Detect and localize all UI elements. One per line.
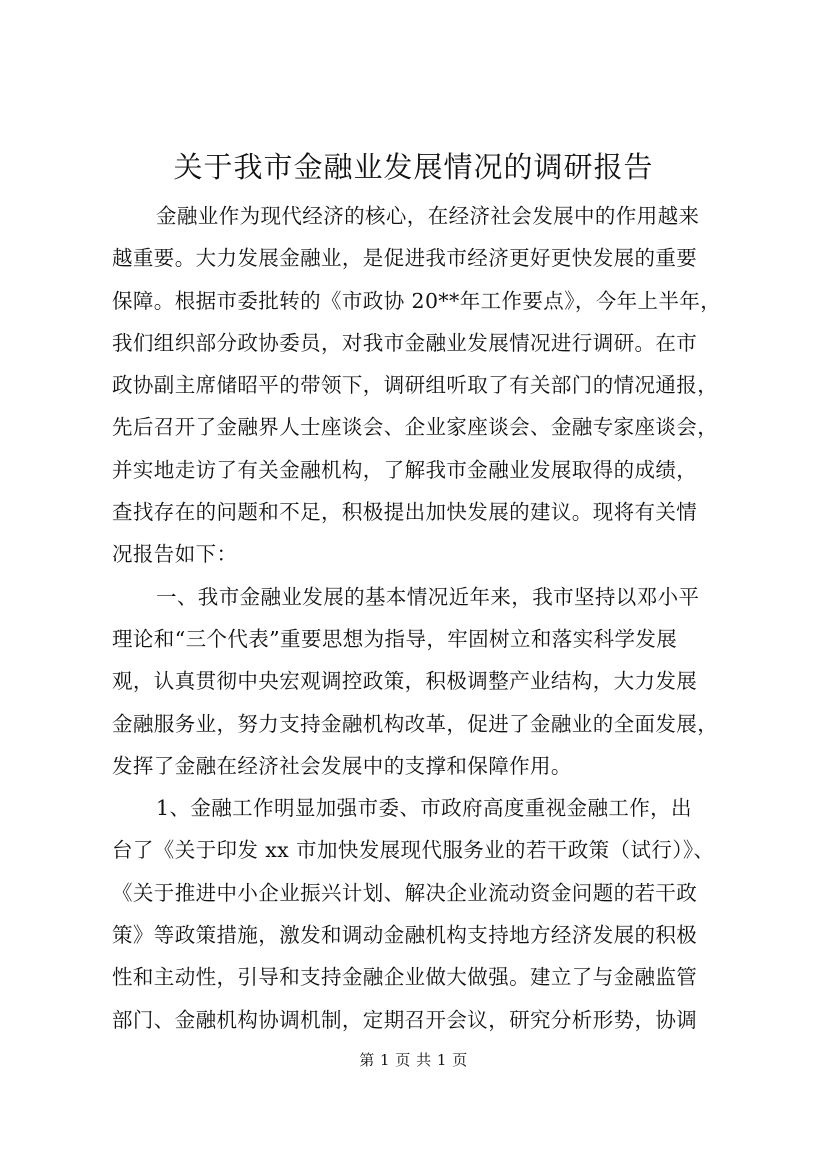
paragraph-line: 查找存在的问题和不足，积极提出加快发展的建议。现将有关情 [112,500,698,525]
paragraph-line: 况报告如下： [112,542,238,567]
paragraph-line: 策》等政策措施，激发和调动金融机构支持地方经济发展的积极 [112,923,698,948]
paragraph-line: 越重要。大力发展金融业，是促进我市经济更好更快发展的重要 [112,246,698,271]
page-footer: 第 1 页 共 1 页 [359,1051,468,1069]
document-body [112,195,727,1041]
paragraph-line: 《关于推进中小企业振兴计划、解决企业流动资金问题的若干政 [112,880,698,905]
paragraph-line: 并实地走访了有关金融机构，了解我市金融业发展取得的成绩， [112,457,698,482]
paragraph-line: 金融服务业，努力支持金融机构改革，促进了金融业的全面发展， [112,711,719,736]
document-title: 关于我市金融业发展情况的调研报告 [173,150,654,184]
paragraph-line: 发挥了金融在经济社会发展中的支撑和保障作用。 [112,753,572,778]
paragraph-line: 部门、金融机构协调机制，定期召开会议，研究分析形势，协调 [112,1007,698,1032]
subsection-heading-line: 1、金融工作明显加强市委、市政府高度重视金融工作，出 [156,796,692,821]
paragraph-line: 台了《关于印发 xx 市加快发展现代服务业的若干政策（试行）》、 [112,838,715,863]
paragraph-line: 保障。根据市委批转的《市政协 20**年工作要点》，今年上半年， [112,288,722,313]
section-heading-line: 一、我市金融业发展的基本情况近年来，我市坚持以邓小平 [156,584,700,609]
paragraph-line: 政协副主席储昭平的带领下，调研组听取了有关部门的情况通报， [112,373,719,398]
paragraph-line: 我们组织部分政协委员，对我市金融业发展情况进行调研。在市 [112,330,698,355]
paragraph-line: 金融业作为现代经济的核心，在经济社会发展中的作用越来 [156,204,700,228]
paragraph-line: 性和主动性，引导和支持金融企业做大做强。建立了与金融监管 [112,965,698,990]
paragraph-line: 先后召开了金融界人士座谈会、企业家座谈会、金融专家座谈会， [112,415,719,440]
paragraph-line: 观，认真贯彻中央宏观调控政策，积极调整产业结构，大力发展 [112,669,698,694]
paragraph-line: 理论和“三个代表”重要思想为指导，牢固树立和落实科学发展 [112,626,678,651]
